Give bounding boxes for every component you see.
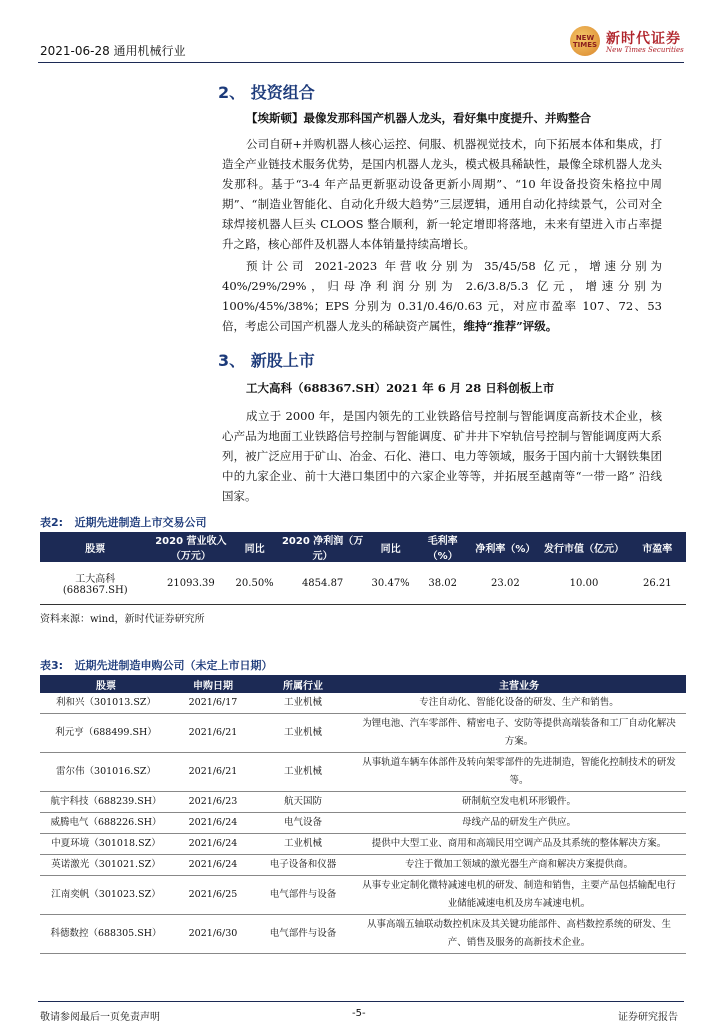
table3-cell-date: 2021/6/24 [172,855,254,876]
table3-cell-stock: 江南奕帆（301023.SZ） [40,876,172,915]
table3-cell-business: 从事专业定制化微特减速电机的研发、制造和销售，主要产品包括输配电行业储能减速电机及房车减速电机。 [352,876,686,915]
footer-divider [38,1001,684,1002]
table-row [40,813,686,834]
section2-title: 2、 投资组合 [218,83,315,102]
header-divider [38,62,684,63]
table2-cell: 20.50% [231,562,278,605]
table2-cell-stock: 工大高科 (688367.SH) [40,562,151,605]
table3-cell-date: 2021/6/17 [172,693,254,714]
table3-cell-stock: 利元亨（688499.SH） [40,714,172,753]
footer-page-number: -5- [352,1008,366,1019]
table3-cell-industry: 工业机械 [254,693,352,714]
table2-header-cell: 发行市值（亿元） [539,532,628,562]
table-row [40,834,686,855]
logo-mark-text: NEW TIMES [572,34,598,49]
table2-cell: 26.21 [629,562,686,605]
section3-title: 3、 新股上市 [218,351,315,370]
table2-header-cell: 净利率（%） [471,532,539,562]
table3-cell-business: 提供中大型工业、商用和高端民用空调产品及其系统的整体解决方案。 [352,834,686,855]
table2-header-cell: 2020 净利润（万元） [278,532,367,562]
table3-cell-business: 研制航空发电机环形锻件。 [352,792,686,813]
table3-cell-business: 从事高端五轴联动数控机床及其关键功能部件、高档数控系统的研发、生产、销售及服务的高新技术企业。 [352,915,686,954]
logo-en-text: New Times Securities [606,46,684,54]
table3-cell-business: 专注自动化、智能化设备的研发、生产和销售。 [352,693,686,714]
table2-cell: 23.02 [471,562,539,605]
table2-caption-label: 表2: [40,516,64,529]
table3-cell-industry: 电气部件与设备 [254,876,352,915]
section2-para2 [222,256,662,336]
company-logo [570,26,688,58]
table3-body [40,693,686,954]
table-row [40,915,686,954]
table3-caption [40,657,273,673]
table2-header-row [40,532,686,562]
table3-cell-business: 为锂电池、汽车零部件、精密电子、安防等提供高端装备和工厂自动化解决方案。 [352,714,686,753]
table3-cell-date: 2021/6/23 [172,792,254,813]
table3-cell-industry: 工业机械 [254,714,352,753]
footer-report-type: 证券研究报告 [618,1012,678,1023]
table3-caption-label: 表3: [40,659,64,672]
table3-cell-date: 2021/6/21 [172,714,254,753]
table3-cell-date: 2021/6/30 [172,915,254,954]
table2 [40,532,686,605]
section3-subtitle: 工大高科（688367.SH）2021 年 6 月 28 日科创板上市 [246,381,555,395]
table3-cell-business: 从事轨道车辆车体部件及转向架零部件的先进制造，智能化控制技术的研发等。 [352,753,686,792]
table-row [40,855,686,876]
table3-header-cell: 申购日期 [172,675,254,693]
table3-cell-date: 2021/6/21 [172,753,254,792]
table3-cell-date: 2021/6/24 [172,834,254,855]
table2-cell: 21093.39 [151,562,232,605]
table2-cell: 10.00 [539,562,628,605]
table2-source: 资料来源：wind，新时代证券研究所 [40,614,205,625]
header-date-industry: 2021-06-28 通用机械行业 [40,44,186,58]
section2-para1: 公司自研+并购机器人核心运控、伺服、机器视觉技术，向下拓展本体和集成，打造全产业链技术服务优势，是国内机器人龙头，模式极具稀缺性，最像全球机器人龙头发那科。基于“3-4 年产品更新驱动设备更新小周期”、“10 年设备投资朱格拉中周期”、“制造业智能化、自动化升级大趋势”三层逻辑，通用自动化持续景气，公司对全球焊接机器人巨头 CLOOS 整合顺利，新一轮定增即将落地，未来有望进入市占率提升之路，核心部件及机器人本体销量持续高增长。 [222,137,662,251]
table3-cell-stock: 英诺激光（301021.SZ） [40,855,172,876]
table-row [40,714,686,753]
table2-cell: 30.47% [367,562,414,605]
table3-cell-business: 专注于微加工领域的激光器生产商和解决方案提供商。 [352,855,686,876]
section3-para: 成立于 2000 年，是国内领先的工业铁路信号控制与智能调度高新技术企业，核心产品为地面工业铁路信号控制与智能调度、矿井井下窄轨信号控制与智能调度两大系列，被广泛应用于矿山、冶金、石化、港口、电力等领域，服务于国内前十大钢铁集团中的九家企业、前十大港口集团中的六家企业等等，并拓展至越南等“一带一路” 沿线国家。 [222,409,662,503]
table2-cell: 38.02 [414,562,471,605]
table-row [40,876,686,915]
table3 [40,675,686,954]
table3-cell-stock: 利和兴（301013.SZ） [40,693,172,714]
table2-header-cell: 同比 [231,532,278,562]
table-row [40,693,686,714]
section2-subtitle: 【埃斯顿】最像发那科国产机器人龙头，看好集中度提升、并购整合 [246,111,591,125]
table3-cell-stock: 航宇科技（688239.SH） [40,792,172,813]
table3-caption-text: 近期先进制造申购公司（未定上市日期） [74,659,273,672]
section2-rating: 维持“推荐”评级。 [463,319,558,333]
table3-cell-industry: 工业机械 [254,753,352,792]
table3-cell-stock: 威腾电气（688226.SH） [40,813,172,834]
table3-cell-industry: 工业机械 [254,834,352,855]
table-row [40,792,686,813]
section2-para2-text: 预计公司 2021-2023 年营收分别为 35/45/58 亿元，增速分别为 40%/29%/29%，归母净利润分别为 2.6/3.8/5.3 亿元，增速分别为 100%/45%/38%；EPS 分别为 0.31/0.46/0.63 元，对应市盈率 107、72、53 倍，考虑公司国产机器人龙头的稀缺资产属性， [222,259,662,333]
table3-cell-stock: 雷尔伟（301016.SZ） [40,753,172,792]
table3-cell-industry: 电气部件与设备 [254,915,352,954]
table3-cell-industry: 电气设备 [254,813,352,834]
logo-mark-icon [570,26,600,56]
footer-disclaimer: 敬请参阅最后一页免责声明 [40,1012,160,1023]
table2-header-cell: 市盈率 [629,532,686,562]
table-row [40,753,686,792]
table3-cell-business: 母线产品的研发生产供应。 [352,813,686,834]
table3-cell-industry: 航天国防 [254,792,352,813]
table3-cell-stock: 中夏环境（301018.SZ） [40,834,172,855]
table3-header-row [40,675,686,693]
table-row [40,562,686,605]
table2-header-cell: 同比 [367,532,414,562]
table2-header-cell: 毛利率（%） [414,532,471,562]
table3-header-cell: 所属行业 [254,675,352,693]
table3-cell-stock: 科德数控（688305.SH） [40,915,172,954]
table2-caption [40,514,207,530]
table2-caption-text: 近期先进制造上市交易公司 [74,516,207,529]
table2-cell: 4854.87 [278,562,367,605]
logo-cn-text: 新时代证券 [606,31,681,47]
table2-header-cell: 股票 [40,532,151,562]
table3-cell-date: 2021/6/25 [172,876,254,915]
table2-header-cell: 2020 营业收入（万元） [151,532,232,562]
table3-cell-industry: 电子设备和仪器 [254,855,352,876]
table3-header-cell: 股票 [40,675,172,693]
table3-cell-date: 2021/6/24 [172,813,254,834]
table3-header-cell: 主营业务 [352,675,686,693]
